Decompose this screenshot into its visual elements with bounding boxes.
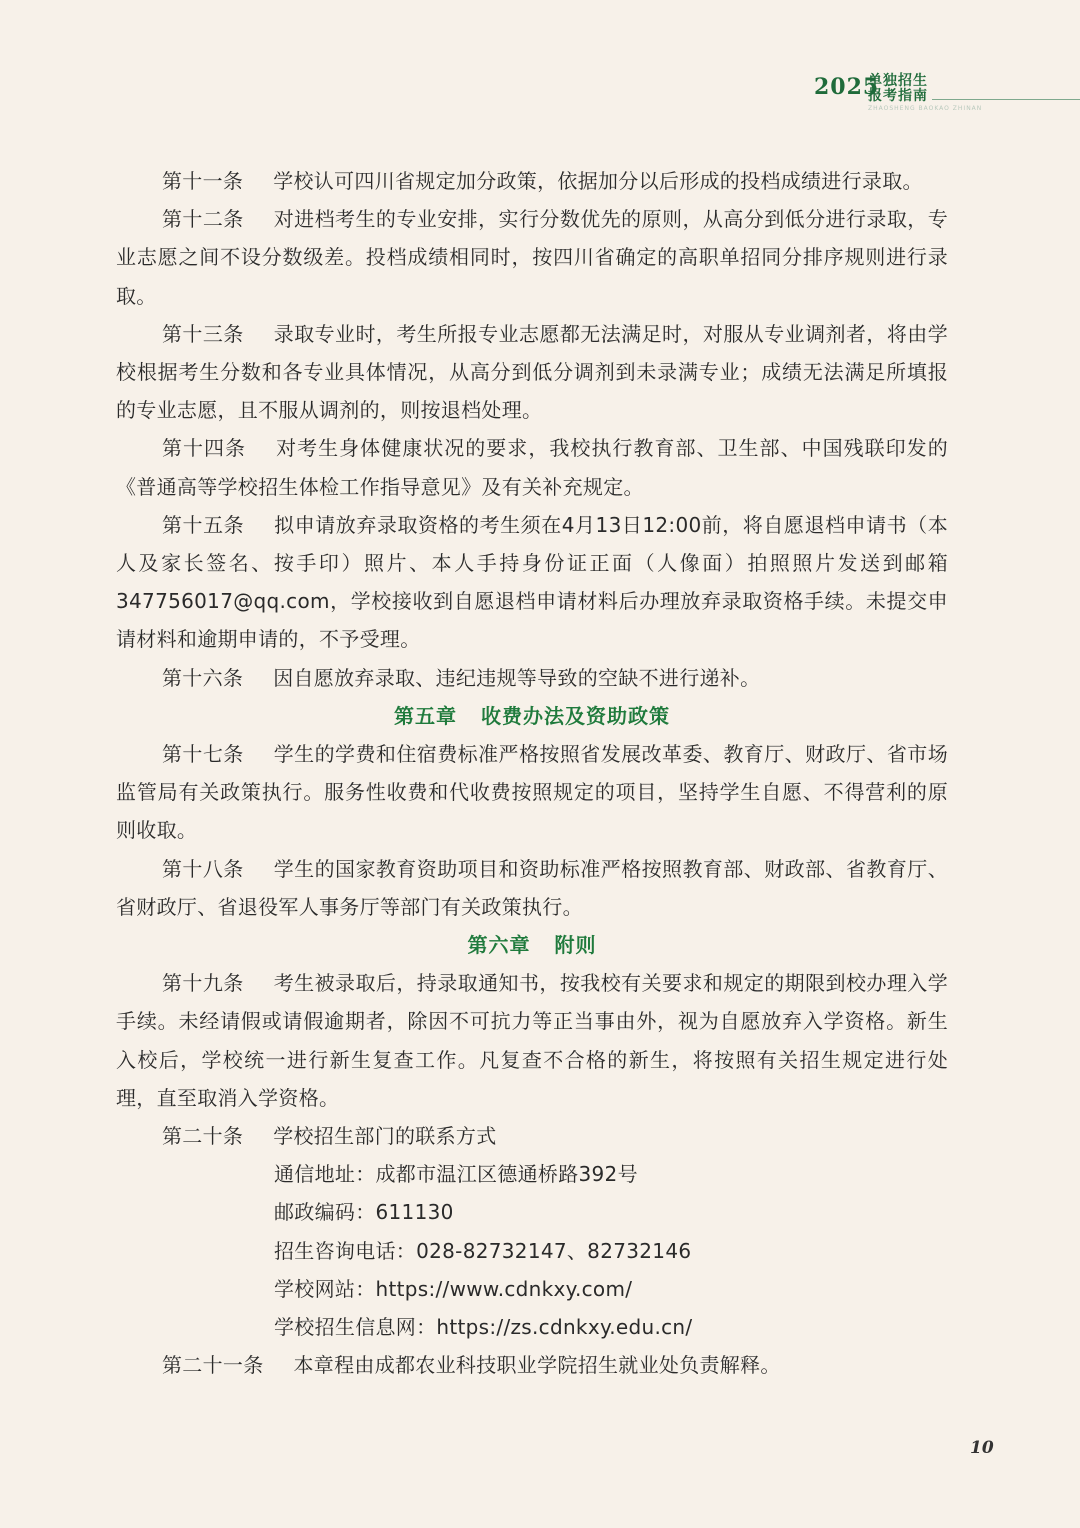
article-number: 第十七条 — [162, 742, 244, 767]
article-18 — [116, 850, 948, 926]
article-number: 第十五条 — [162, 512, 245, 537]
articles-group-a — [116, 162, 948, 697]
article-number: 第十一条 — [162, 169, 244, 193]
contact-admissions-site[interactable]: 学校招生信息网：https://zs.cdnkxy.edu.cn/ — [274, 1315, 693, 1340]
header-subtitle: ZHAOSHENG BAOKAO ZHINAN — [868, 105, 983, 112]
chapter-title: 附则 — [554, 933, 597, 958]
article-text: 本章程由成都农业科技职业学院招生就业处负责解释。 — [293, 1353, 781, 1378]
contact-phone: 招生咨询电话：028-82732147、82732146 — [274, 1238, 692, 1263]
document-body — [116, 162, 948, 1385]
chapter-title: 收费办法及资助政策 — [481, 703, 670, 728]
article-14 — [116, 429, 948, 505]
article-21 — [116, 1346, 948, 1384]
article-15 — [116, 506, 948, 659]
chapter-number: 第六章 — [467, 933, 531, 958]
header-title-line2: 报考指南 — [868, 88, 928, 104]
article-number: 第十九条 — [162, 971, 244, 996]
article-text: 学校认可四川省规定加分政策，依据加分以后形成的投档成绩进行录取。 — [273, 169, 923, 193]
page-number: 10 — [970, 1438, 994, 1458]
article-text: 学生的国家教育资助项目和资助标准严格按照教育部、财政部、省教育厅、省财政厅、省退役军人事务厅等部门有关政策执行。 — [116, 856, 948, 919]
article-19 — [116, 964, 948, 1117]
article-16 — [116, 659, 948, 697]
article-17 — [116, 735, 948, 850]
article-12 — [116, 200, 948, 315]
contact-address: 通信地址：成都市温江区德通桥路392号 — [274, 1162, 638, 1187]
article-text: 对进档考生的专业安排，实行分数优先的原则，从高分到低分进行录取，专业志愿之间不设分数级差。投档成绩相同时，按四川省确定的高职单招同分排序规则进行录取。 — [116, 207, 948, 308]
article-number: 第二十条 — [162, 1124, 244, 1149]
header-rule — [932, 99, 1080, 100]
chapter-number: 第五章 — [394, 703, 457, 728]
articles-group-b — [116, 735, 948, 926]
article-number: 第十六条 — [162, 665, 244, 690]
article-number: 第十四条 — [162, 436, 247, 461]
article-number: 第十二条 — [162, 207, 244, 232]
contact-website[interactable]: 学校网站：https://www.cdnkxy.com/ — [274, 1276, 633, 1301]
chapter-6-heading — [116, 926, 948, 964]
article-text: 对考生身体健康状况的要求，我校执行教育部、卫生部、中国残联印发的《普通高等学校招生体检工作指导意见》及有关补充规定。 — [116, 436, 949, 499]
contact-postcode: 邮政编码：611130 — [274, 1200, 454, 1225]
header-year: 2025 — [814, 74, 880, 100]
article-text: 因自愿放弃录取、违纪违规等导致的空缺不进行递补。 — [273, 665, 761, 690]
article-text: 学校招生部门的联系方式 — [273, 1124, 497, 1149]
article-text: 录取专业时，考生所报专业志愿都无法满足时，对服从专业调剂者，将由学校根据考生分数和各专业具体情况，从高分到低分调剂到未录满专业；成绩无法满足所填报的专业志愿，且不服从调剂的，则按退档处理。 — [116, 321, 948, 423]
article-text: 考生被录取后，持录取通知书，按我校有关要求和规定的期限到校办理入学手续。未经请假或请假逾期者，除因不可抗力等正当事由外，视为自愿放弃入学资格。新生入校后，学校统一进行新生复查工作。凡复查不合格的新生，将按照有关招生规定进行处理，直至取消入学资格。 — [116, 971, 948, 1110]
article-text: 学生的学费和住宿费标准严格按照省发展改革委、教育厅、财政厅、省市场监管局有关政策执行。服务性收费和代收费按照规定的项目，坚持学生自愿、不得营利的原则收取。 — [116, 742, 948, 843]
article-text: 拟申请放弃录取资格的考生须在4月13日12:00前，将自愿退档申请书（本人及家长签名、按手印）照片、本人手持身份证正面（人像面）拍照照片发送到邮箱347756017@qq.com，学校接收到自愿退档申请材料后办理放弃录取资格手续。未提交申请材料和逾期申请的，不予受理。 — [116, 512, 948, 652]
article-number: 第十三条 — [162, 321, 244, 346]
page-header — [0, 70, 1080, 120]
article-number: 第二十一条 — [162, 1353, 264, 1378]
chapter-5-heading — [116, 697, 948, 735]
article-13 — [116, 315, 948, 430]
contact-list — [116, 1155, 948, 1346]
article-11 — [116, 162, 948, 200]
header-title-line1: 单独招生 — [868, 73, 928, 89]
article-20 — [116, 1117, 948, 1155]
article-number: 第十八条 — [162, 856, 244, 881]
